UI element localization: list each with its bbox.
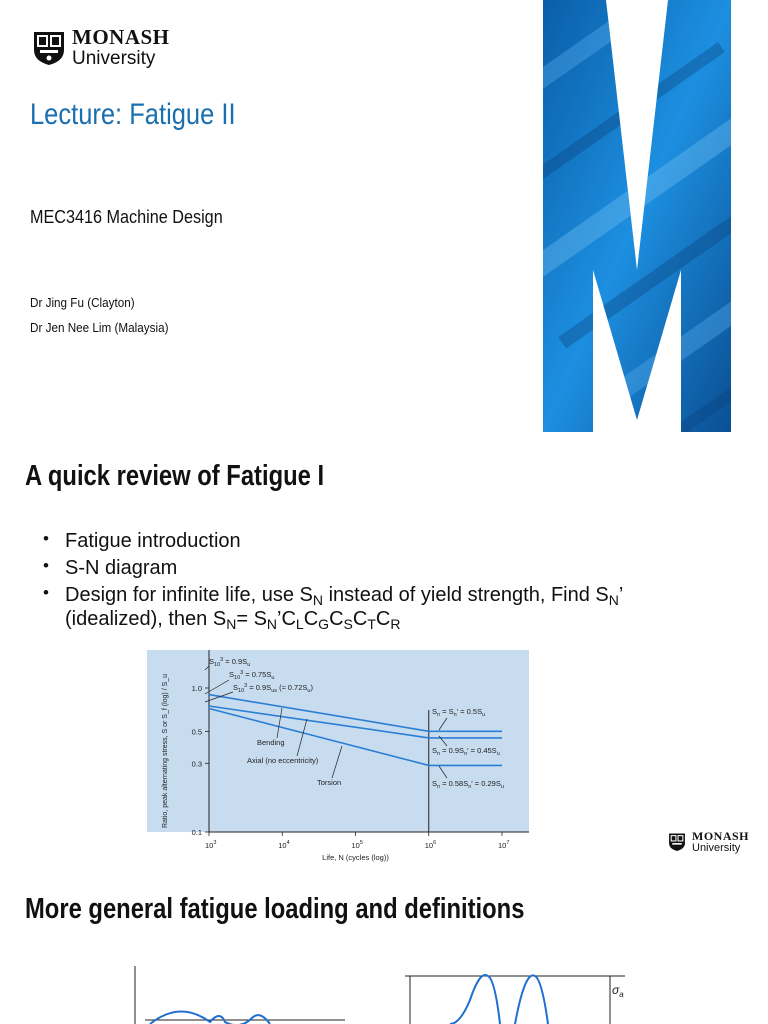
- series-label-torsion: Torsion: [317, 778, 342, 787]
- bullet-sn-diagram: [40, 557, 623, 579]
- x-tick-label: $10^4$: [278, 840, 290, 850]
- lecturer-1: Dr Jing Fu (Clayton): [30, 295, 135, 310]
- logo-word-monash: MONASH: [72, 25, 170, 49]
- y-tick-label: 0.3: [191, 759, 202, 769]
- subscript: N: [312, 592, 324, 608]
- annotation-s103-bending: $S_{10}^3 = 0.9S_u$: [209, 657, 251, 668]
- subscript: T: [367, 616, 376, 633]
- logo-word-monash: MONASH: [692, 829, 749, 843]
- sn-diagram-svg: [147, 650, 537, 866]
- bullet-text: C: [303, 608, 319, 631]
- bullet-text: S-N diagram: [65, 557, 178, 579]
- bullet-text: instead of yield strength, Find S: [323, 584, 609, 606]
- title-slide: [0, 0, 768, 440]
- monash-logo: [32, 27, 170, 68]
- series-label-axial: Axial (no eccentricity): [247, 756, 319, 765]
- annotation-sn-torsion: $S_n = 0.58S_n' = 0.29S_u$: [432, 779, 504, 790]
- subscript: L: [295, 616, 304, 633]
- bullet-text: C: [375, 608, 391, 631]
- annotation-s103-torsion: $S_{10}^3 = 0.9S_{us}$ (≈ $0.72S_u$): [233, 683, 313, 694]
- monash-logo-small: [668, 830, 749, 854]
- y-tick-label: 1.0: [191, 684, 202, 693]
- annotation-sn-bending: $S_n = S_n' = 0.5S_u$: [432, 707, 486, 718]
- x-tick-label: $10^7$: [498, 840, 510, 850]
- logo-word-university: University: [692, 842, 741, 854]
- bullet-text: (idealized), then S: [65, 608, 227, 631]
- y-axis-label: Ratio, peak alternating stress, S or S_f (log) / S_u: [162, 673, 169, 829]
- bullet-text: C: [329, 608, 344, 631]
- subscript: N: [226, 616, 237, 633]
- subscript: N: [608, 592, 619, 608]
- logo-word-university: University: [72, 48, 156, 69]
- bullet-text: = S: [236, 608, 267, 631]
- series-label-bending: Bending: [257, 738, 285, 747]
- bullet-fatigue-intro: [40, 530, 623, 552]
- x-tick-label: $10^5$: [351, 840, 363, 850]
- subscript: G: [318, 616, 330, 633]
- subscript: N: [266, 616, 278, 633]
- chart-plot-area: [147, 650, 529, 832]
- loading-waveform-figure: [120, 960, 640, 1024]
- bullet-list: [40, 530, 623, 638]
- monash-crest-icon: [668, 832, 686, 852]
- x-tick-label: $10^6$: [424, 840, 437, 850]
- lecture-title: Lecture: Fatigue II: [30, 98, 236, 131]
- x-tick-label: $10^3$: [205, 840, 217, 850]
- subscript: R: [390, 616, 401, 633]
- x-axis-label: Life, N (cycles (log)): [322, 853, 389, 862]
- review-title: A quick review of Fatigue I: [25, 460, 325, 492]
- bullet-text: Design for infinite life, use S: [65, 584, 313, 606]
- bullet-text: ’: [618, 584, 624, 606]
- bullet-text: C: [352, 608, 368, 631]
- bullet-text: Fatigue introduction: [65, 530, 241, 552]
- y-tick-label: 0.5: [191, 727, 202, 737]
- course-name: MEC3416 Machine Design: [30, 207, 223, 227]
- subscript: S: [343, 616, 353, 633]
- waveform-left: [150, 1011, 270, 1024]
- bullet-text: ’C: [277, 608, 296, 631]
- monash-m-banner-icon: [543, 0, 731, 432]
- y-tick-label: 0.1: [191, 828, 202, 837]
- bullet-infinite-life: [40, 584, 623, 633]
- general-loading-title: More general fatigue loading and definitions: [25, 893, 525, 925]
- waveform-right: [450, 975, 548, 1024]
- lecturer-2: Dr Jen Nee Lim (Malaysia): [30, 320, 169, 335]
- annotation-sn-axial: $S_n = 0.9S_n' = 0.45S_u$: [432, 746, 500, 757]
- monash-crest-icon: [32, 30, 66, 66]
- sigma-a-label: $\sigma_a$: [612, 983, 624, 999]
- sn-diagram-chart: [147, 650, 537, 866]
- annotation-s103-axial: $S_{10}^3 = 0.75S_u$: [229, 670, 275, 681]
